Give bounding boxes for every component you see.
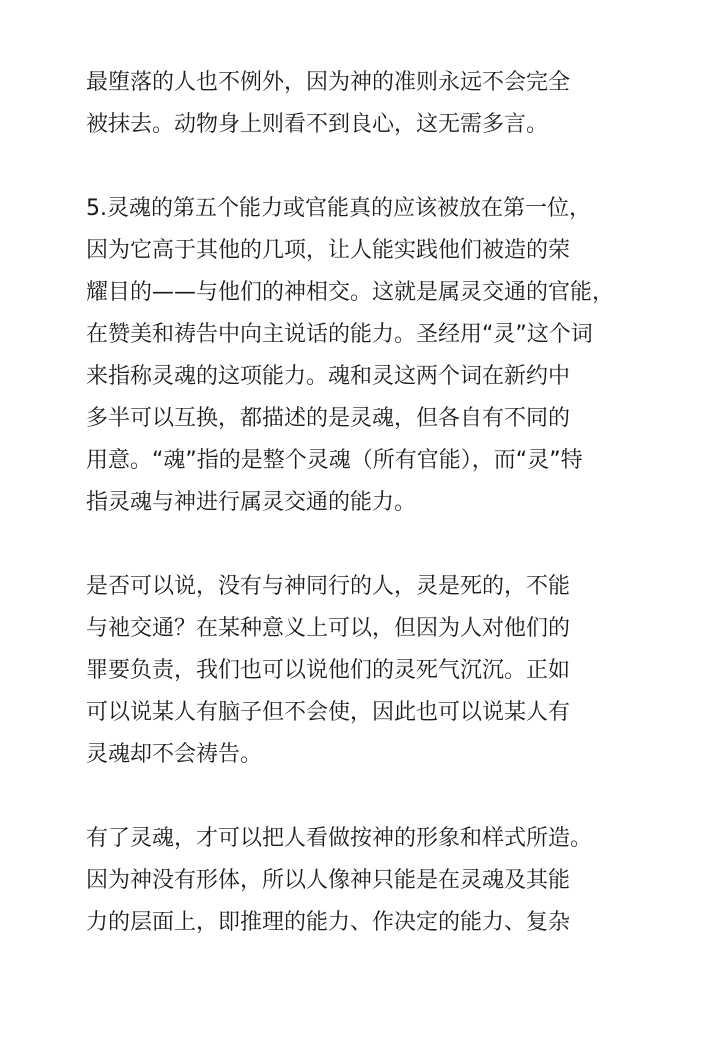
text-line: 来指称灵魂的这项能力。魂和灵这两个词在新约中	[86, 364, 571, 389]
text-line: 多半可以互换，都描述的是灵魂，但各自有不同的	[86, 406, 571, 431]
text-line: 5.灵魂的第五个能力或官能真的应该被放在第一位，	[86, 196, 591, 221]
text-line: 灵魂却不会祷告。	[86, 742, 263, 767]
text-line: 用意。“魂”指的是整个灵魂（所有官能），而“灵”特	[86, 448, 583, 473]
text-line: 力的层面上，即推理的能力、作决定的能力、复杂	[86, 910, 571, 935]
text-line: 因为它高于其他的几项，让人能实践他们被造的荣	[86, 238, 571, 263]
paragraph-fifth-faculty	[86, 188, 676, 524]
paragraph-image-of-god	[86, 818, 676, 944]
text-line: 在赞美和祷告中向主说话的能力。圣经用“灵”这个词	[86, 322, 593, 347]
text-line: 被抹去。动物身上则看不到良心，这无需多言。	[86, 112, 549, 137]
text-line: 罪要负责，我们也可以说他们的灵死气沉沉。正如	[86, 658, 571, 683]
text-line: 有了灵魂，才可以把人看做按神的形象和样式所造。	[86, 826, 593, 851]
text-line: 是否可以说，没有与神同行的人，灵是死的，不能	[86, 574, 571, 599]
paragraph-spirit-dead	[86, 566, 676, 776]
text-line: 因为神没有形体，所以人像神只能是在灵魂及其能	[86, 868, 571, 893]
document-body	[86, 62, 676, 986]
text-line: 指灵魂与神进行属灵交通的能力。	[86, 490, 417, 515]
text-line: 耀目的——与他们的神相交。这就是属灵交通的官能，	[86, 280, 615, 305]
text-line: 最堕落的人也不例外，因为神的准则永远不会完全	[86, 70, 571, 95]
paragraph-conscience	[86, 62, 676, 146]
text-line: 与祂交通？在某种意义上可以，但因为人对他们的	[86, 616, 571, 641]
text-line: 可以说某人有脑子但不会使，因此也可以说某人有	[86, 700, 571, 725]
